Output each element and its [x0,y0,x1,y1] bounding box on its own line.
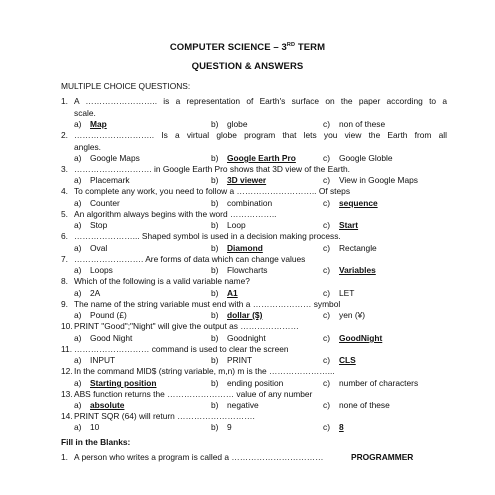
question-text: PRINT "Good";"Night" will give the output as ………………… [74,321,299,331]
title-main: COMPUTER SCIENCE – 3 [169,42,287,53]
page-subtitle: QUESTION & ANSWERS [191,61,304,72]
option-b-text: Loop [227,220,246,230]
question-text: ……………………. Are forms of data which can change values [74,254,306,264]
option-c-text: Google Globle [339,153,393,163]
option-a-text: Placemark [90,175,130,185]
question-number: 2. [61,130,68,140]
question-text: In the command MID$ (string variable, m,n) m is the …………………... [74,366,335,376]
option-b-text: combination [227,198,273,208]
option-a-text: absolute [90,400,125,410]
fill-blanks-label: Fill in the Blanks: [61,437,131,447]
option-b-text: ending position [227,378,284,388]
question-line [61,365,447,377]
question-text: An algorithm always begins with the word …………….. [74,209,277,219]
option-c-text: non of these [339,119,386,129]
title-superscript: RD [286,42,296,48]
question-text: A …………………….. is a representation of Earth's surface on the paper according to a [74,96,447,106]
question-number: 8. [61,276,68,286]
question-text: ……………………… command is used to clear the screen [74,344,289,354]
option-a-text: Pound (£) [90,310,127,320]
question-text: ……………………….. Is a virtual globe program that lets you view the Earth from all [74,130,447,140]
option-b-text: dollar ($) [227,310,263,320]
question-number: 3. [61,164,68,174]
question-text: To complete any work, you need to follow a ……………………….. Of steps [74,186,351,196]
option-b-text: Goodnight [227,333,266,343]
options-line: a) 2A b) A1 c) LET [74,288,355,298]
option-a-text: 2A [90,288,101,298]
option-a-text: Good Night [90,333,133,343]
options-line: a) Oval b) Diamond c) Rectangle [74,243,377,253]
option-c-text: Rectangle [339,243,377,253]
page-title [0,42,495,53]
question-line [61,230,447,242]
question-number: 13. [61,389,73,399]
question-number: 5. [61,209,68,219]
option-c-text: none of these [339,400,390,410]
question-text-continued: scale. [74,108,96,118]
question-number: 4. [61,186,68,196]
question-line [61,185,447,197]
options-line: a) Stop b) Loop c) Start [74,220,359,230]
options-line: a) Good Night b) Goodnight c) GoodNight [74,333,383,343]
question-number: 10. [61,321,73,331]
options-line: a) 10 b) 9 c) 8 [74,422,344,432]
question-text: …………………... Shaped symbol is used in a decision making process. [74,231,341,241]
question-text: Which of the following is a valid variable name? [74,276,250,286]
option-a-text: INPUT [90,355,116,365]
option-a-text: Starting position [90,378,157,388]
option-b-text: Diamond [227,243,263,253]
option-b-text: Google Earth Pro [227,153,296,163]
fill-blank-text: A person who writes a program is called a …………………………… [74,452,324,462]
options-line: a) Map b) globe c) non of these [74,119,386,129]
option-c-text: Variables [339,265,376,275]
options-line: a) Pound (£) b) dollar ($) c) yen (¥) [74,310,366,320]
option-a-text: Google Maps [90,153,140,163]
option-b-text: globe [227,119,248,129]
options-line: a) Loops b) Flowcharts c) Variables [74,265,376,275]
option-b-text: Flowcharts [227,265,268,275]
option-a-text: Counter [90,198,120,208]
option-b-text: negative [227,400,259,410]
option-a-text: Loops [90,265,113,275]
options-line: a) INPUT b) PRINT c) CLS [74,355,356,365]
options-line: a) Counter b) combination c) sequence [74,198,378,208]
option-b-text: 9 [227,422,232,432]
fill-blank-number: 1. [61,452,68,462]
option-c-text: View in Google Maps [339,175,418,185]
option-a-text: 10 [90,422,100,432]
option-c-text: sequence [339,198,378,208]
question-text: PRINT SQR (64) will return ………………………. [74,411,255,421]
option-b-text: A1 [227,288,238,298]
options-line: a) Placemark b) 3D viewer c) View in Google Maps [74,175,418,185]
option-a-text: Oval [90,243,108,253]
option-b-text: 3D viewer [227,175,267,185]
options-line: a) Starting position b) ending position c) number of characters [74,378,419,388]
options-line: a) absolute b) negative c) none of these [74,400,390,410]
option-a-text: Map [90,119,107,129]
option-c-text: Start [339,220,359,230]
option-c-text: yen (¥) [339,310,366,320]
option-c-text: number of characters [339,378,419,388]
question-number: 7. [61,254,68,264]
question-number: 1. [61,96,68,106]
question-number: 14. [61,411,73,421]
option-c-text: CLS [339,355,356,365]
question-line [61,320,447,332]
option-a-text: Stop [90,220,108,230]
question-text: The name of the string variable must end with a ………………… symbol [74,299,341,309]
question-number: 6. [61,231,68,241]
question-number: 12. [61,366,73,376]
mcq-section-label: MULTIPLE CHOICE QUESTIONS: [61,81,191,91]
title-end: TERM [295,42,326,53]
question-text-continued: angles. [74,142,102,152]
question-number: 11. [61,344,73,354]
question-line [61,95,447,107]
question-number: 9. [61,299,68,309]
option-c-text: GoodNight [339,333,383,343]
options-line: a) Google Maps b) Google Earth Pro c) Google Globle [74,153,393,163]
question-text: ………………………. in Google Earth Pro shows that 3D view of the Earth. [74,164,351,174]
question-line [61,275,447,287]
fill-blank-line [61,451,447,463]
question-line [61,129,447,141]
option-b-text: PRINT [227,355,253,365]
fill-blank-answer: PROGRAMMER [351,452,414,462]
question-text: ABS function returns the …………………… value of any number [74,389,313,399]
option-c-text: 8 [339,422,344,432]
option-c-text: LET [339,288,355,298]
